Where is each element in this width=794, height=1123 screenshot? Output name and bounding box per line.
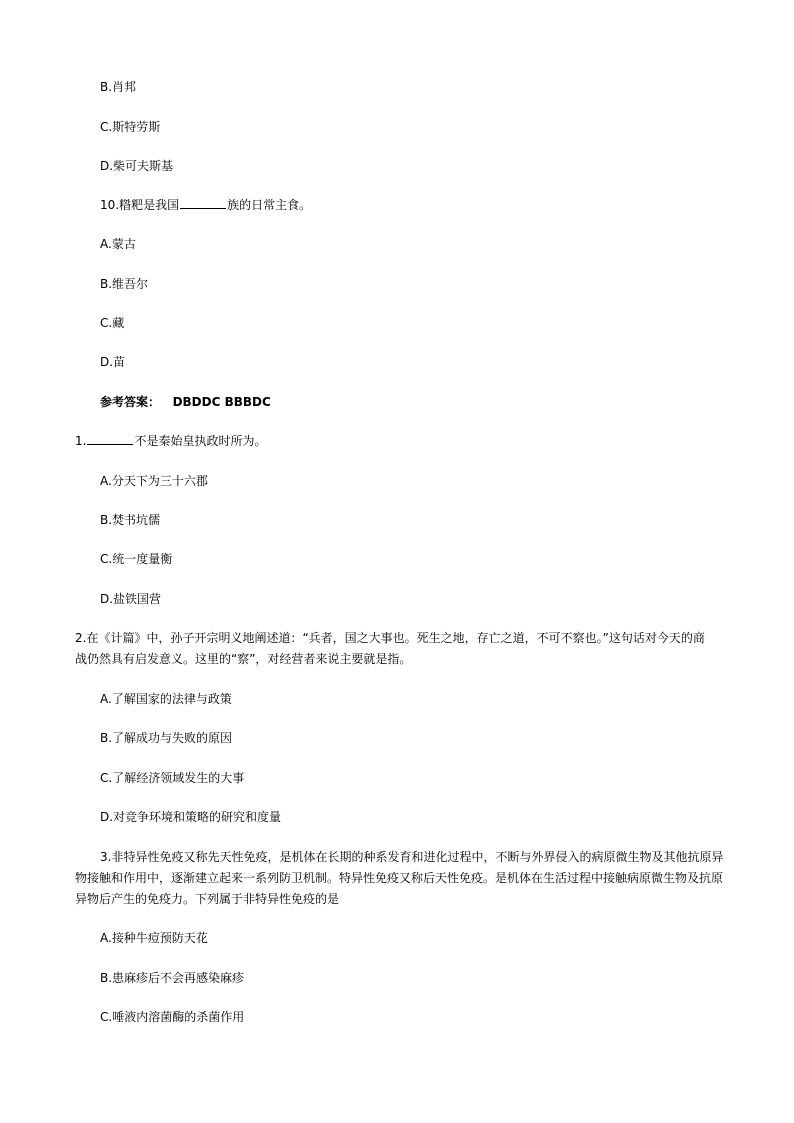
answer-value: DBDDC BBBDC — [172, 395, 271, 409]
answer-blank — [180, 196, 226, 209]
question-s3-line-1: 3.非特异性免疫又称先天性免疫，是机体在长期的种系发育和进化过程中，不断与外界侵入的病原微生物及其他抗原异 — [100, 850, 724, 864]
question-10-suffix: 族的日常主食。 — [227, 198, 312, 212]
option-s1-b: B.焚书坑儒 — [100, 513, 161, 527]
question-s2-line-2: 战仍然具有启发意义。这里的“察”，对经营者来说主要就是指。 — [75, 652, 412, 666]
option-q10-b: B.维吾尔 — [100, 277, 149, 291]
question-10 — [100, 195, 311, 215]
option-s1-c: C.统一度量衡 — [100, 552, 173, 566]
option-s3-b: B.患麻疹后不会再感染麻疹 — [100, 971, 245, 985]
reference-answer — [100, 392, 271, 412]
answer-label: 参考答案： — [100, 395, 161, 409]
option-s2-d: D.对竞争环境和策略的研究和度量 — [100, 810, 282, 824]
option-q10-d: D.苗 — [100, 355, 126, 369]
option-s2-b: B.了解成功与失败的原因 — [100, 731, 233, 745]
answer-blank — [87, 432, 133, 445]
option-s1-d: D.盐铁国营 — [100, 592, 162, 606]
option-q9-d: D.柴可夫斯基 — [100, 159, 174, 173]
question-s3-line-2: 物接触和作用中，逐渐建立起来一系列防卫机制。特异性免疫又称后天性免疫。是机体在生活过程中接触病原微生物及抗原 — [75, 871, 724, 885]
question-s1-prefix: 1. — [75, 434, 87, 448]
question-s2-line-1: 2.在《计篇》中，孙子开宗明义地阐述道：“兵者，国之大事也。死生之地，存亡之道，不可不察也。”这句话对今天的商 — [75, 631, 705, 645]
option-q10-a: A.蒙古 — [100, 237, 136, 251]
option-q9-b: B.肖邦 — [100, 80, 137, 94]
option-s3-c: C.唾液内溶菌酶的杀菌作用 — [100, 1010, 245, 1024]
question-10-prefix: 10.糌粑是我国 — [100, 198, 180, 212]
option-s2-a: A.了解国家的法律与政策 — [100, 692, 232, 706]
option-q9-c: C.斯特劳斯 — [100, 120, 161, 134]
option-q10-c: C.藏 — [100, 316, 125, 330]
question-s3-line-3: 异物后产生的免疫力。下列属于非特异性免疫的是 — [75, 892, 340, 906]
option-s2-c: C.了解经济领域发生的大事 — [100, 771, 245, 785]
option-s1-a: A.分天下为三十六郡 — [100, 474, 208, 488]
option-s3-a: A.接种牛痘预防天花 — [100, 931, 208, 945]
question-s1 — [75, 431, 266, 451]
question-s1-suffix: 不是秦始皇执政时所为。 — [134, 434, 267, 448]
